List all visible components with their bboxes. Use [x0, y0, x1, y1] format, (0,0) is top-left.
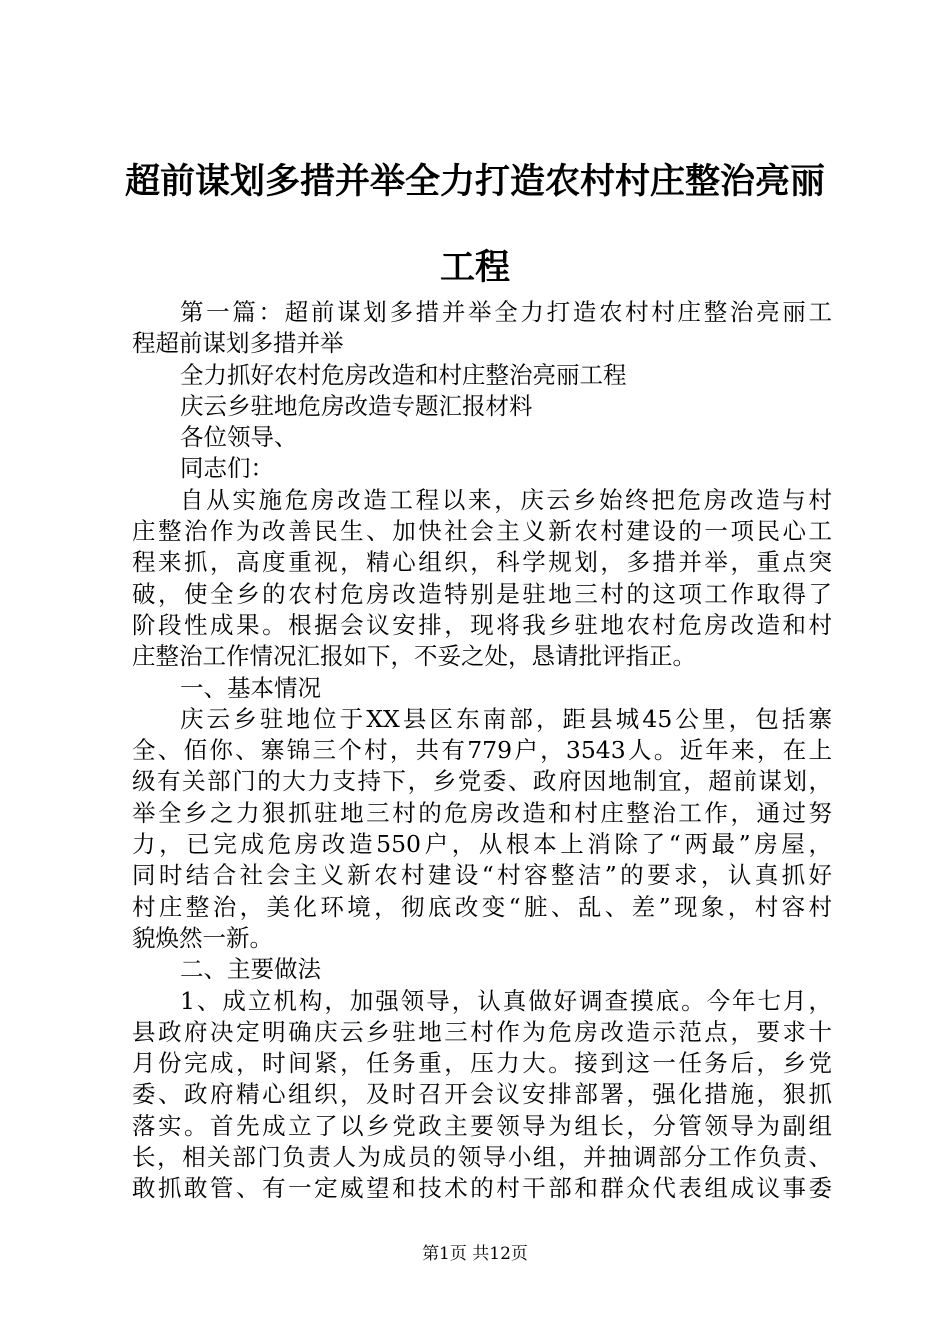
- body-line: 力，已完成危房改造550户，从根本上消除了“两最”房屋，: [132, 830, 832, 859]
- body-line: 村庄整治，美化环境，彻底改变“脏、乱、差”现象，村容村: [132, 892, 832, 921]
- body-line: 庄整治作为改善民生、加快社会主义新农村建设的一项民心工: [132, 517, 832, 546]
- body-line: 落实。首先成立了以乡党政主要领导为组长，分管领导为副组: [132, 1111, 832, 1140]
- body-line: 全力抓好农村危房改造和村庄整治亮丽工程: [180, 360, 627, 389]
- body-line: 程来抓，高度重视，精心组织，科学规划，多措并举，重点突: [132, 548, 832, 577]
- section-heading: 一、基本情况: [180, 673, 321, 702]
- body-line: 各位领导、: [180, 423, 298, 452]
- body-line: 破，使全乡的农村危房改造特别是驻地三村的这项工作取得了: [132, 579, 832, 608]
- document-title-line-2: 工程: [439, 247, 510, 288]
- body-line: 长，相关部门负责人为成员的领导小组，并抽调部分工作负责、: [132, 1143, 832, 1172]
- body-line: 阶段性成果。根据会议安排，现将我乡驻地农村危房改造和村: [132, 610, 832, 639]
- body-line: 委、政府精心组织，及时召开会议安排部署，强化措施，狠抓: [132, 1080, 832, 1109]
- body-line: 貌焕然一新。: [132, 923, 273, 952]
- body-line: 同时结合社会主义新农村建设“村容整洁”的要求，认真抓好: [132, 861, 832, 890]
- body-line: 县政府决定明确庆云乡驻地三村作为危房改造示范点，要求十: [132, 1017, 832, 1046]
- body-line: 第一篇：超前谋划多措并举全力打造农村村庄整治亮丽工: [180, 298, 832, 326]
- body-line: 1、成立机构，加强领导，认真做好调查摸底。今年七月，: [180, 986, 832, 1015]
- document-body: [132, 297, 832, 1205]
- body-line: 月份完成，时间紧，任务重，压力大。接到这一任务后，乡党: [132, 1049, 832, 1078]
- body-line: 同志们：: [180, 454, 274, 483]
- document-title-line-1: 超前谋划多措并举全力打造农村村庄整治亮丽: [124, 161, 825, 202]
- body-line: 自从实施危房改造工程以来，庆云乡始终把危房改造与村: [180, 485, 832, 514]
- body-line: 敢抓敢管、有一定威望和技术的村干部和群众代表组成议事委: [132, 1174, 832, 1203]
- body-line: 程超前谋划多措并举: [132, 329, 344, 358]
- body-line: 级有关部门的大力支持下，乡党委、政府因地制宜，超前谋划，: [132, 767, 832, 796]
- body-line: 庆云乡驻地危房改造专题汇报材料: [180, 391, 533, 420]
- section-heading: 二、主要做法: [180, 955, 321, 984]
- body-line: 全、佰你、寨锦三个村，共有779户，3543人。近年来，在上: [132, 736, 832, 765]
- body-line: 庆云乡驻地位于XX县区东南部，距县城45公里，包括寨: [180, 704, 832, 733]
- page-footer: 第1页 共12页: [422, 1244, 528, 1264]
- body-line: 庄整治工作情况汇报如下，不妥之处，恳请批评指正。: [132, 642, 696, 671]
- body-line: 举全乡之力狠抓驻地三村的危房改造和村庄整治工作，通过努: [132, 798, 832, 827]
